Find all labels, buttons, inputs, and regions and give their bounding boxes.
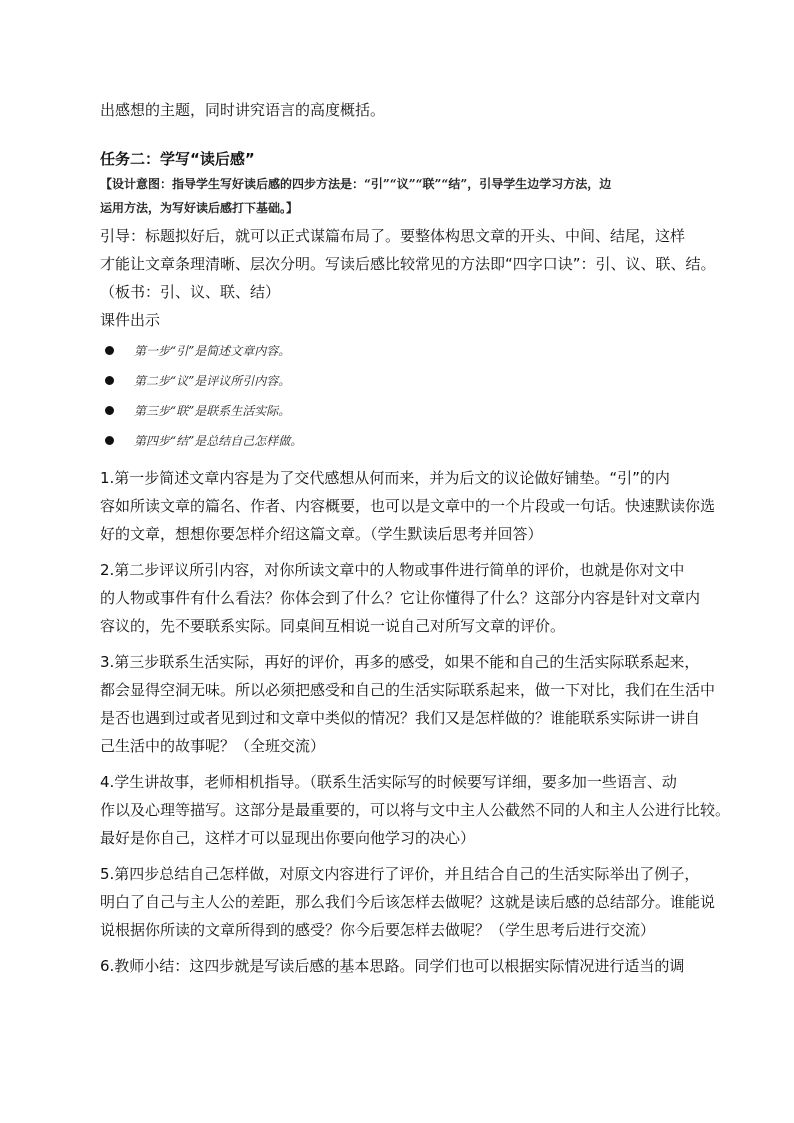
paragraph-line: 5.第四步总结自己怎样做，对原文内容进行了评价，并且结合自己的生活实际举出了例子， [100, 865, 700, 883]
paragraph-line: 1.第一步简述文章内容是为了交代感想从何而来，并为后文的议论做好铺垫。“引”的内 [100, 469, 670, 487]
bullet-text: 第四步“结”是总结自己怎样做。 [134, 434, 303, 448]
paragraph-line: 好的文章，想想你要怎样介绍这篇文章。（学生默读后思考并回答） [100, 525, 543, 543]
guide-paragraph [100, 222, 722, 306]
paragraph-line: 最好是你自己，这样才可以显现出你要向他学习的决心） [100, 829, 476, 847]
paragraph-line: 的人物或事件有什么看法？你体会到了什么？它让你懂得了什么？这部分内容是针对文章内 [100, 589, 701, 607]
bullet-dot-icon [105, 406, 114, 415]
paragraph-line: 6.教师小结：这四步就是写读后感的基本思路。同学们也可以根据实际情况进行适当的调 [100, 957, 685, 975]
paragraph-line: 3.第三步联系生活实际，再好的评价，再多的感受，如果不能和自己的生活实际联系起来， [100, 653, 700, 671]
step-paragraph-5 [100, 860, 722, 944]
design-note-line: 运用方法，为写好读后感打下基础。】 [100, 201, 299, 215]
guide-line: （板书：引、议、联、结） [100, 283, 281, 301]
design-note-line: 【设计意图：指导学生写好读后感的四步方法是：“引”“议”“联”“结”，引导学生边学习方法，边 [100, 177, 612, 191]
bullet-item [100, 366, 722, 396]
paragraph-line: 4.学生讲故事，老师相机指导。（联系生活实际写的时候要写详细，要多加一些语言、动 [100, 773, 677, 791]
step-paragraph-3 [100, 648, 722, 760]
paragraph-line: 己生活中的故事呢？（全班交流） [100, 737, 326, 755]
paragraph-line: 作以及心理等描写。这部分是最重要的，可以将与文中主人公截然不同的人和主人公进行比较。 [100, 801, 731, 819]
courseware-label: 课件出示 [100, 311, 161, 329]
design-note [100, 172, 722, 220]
paragraph-line: 2.第二步评议所引内容，对你所读文章中的人物或事件进行简单的评价，也就是你对文中 [100, 561, 685, 579]
step-paragraph-6 [100, 952, 722, 980]
step-bullet-list [100, 336, 722, 456]
intro-line: 出感想的主题，同时讲究语言的高度概括。 [100, 101, 386, 119]
paragraph-line: 容如所读文章的篇名、作者、内容概要，也可以是文章中的一个片段或一句话。快速默读你选 [100, 497, 716, 515]
paragraph-line: 容议的，先不要联系实际。同桌间互相说一说自己对所写文章的评价。 [100, 617, 566, 635]
step-paragraph-1 [100, 464, 722, 548]
step-paragraph-2 [100, 556, 722, 640]
document-page [100, 96, 731, 980]
task-heading: 任务二：学写“读后感” [100, 150, 255, 168]
paragraph-line: 是否也遇到过或者见到过和文章中类似的情况？我们又是怎样做的？谁能联系实际讲一讲自 [100, 709, 701, 727]
step-paragraph-4 [100, 768, 731, 852]
bullet-dot-icon [105, 346, 114, 355]
bullet-dot-icon [105, 376, 114, 385]
bullet-dot-icon [105, 436, 114, 445]
bullet-text: 第一步“引”是简述文章内容。 [134, 344, 291, 358]
guide-line: 才能让文章条理清晰、层次分明。写读后感比较常见的方法即“四字口诀”：引、议、联、结。 [100, 255, 716, 273]
paragraph-line: 说根据你所读的文章所得到的感受？你今后要怎样去做呢？（学生思考后进行交流） [100, 921, 656, 939]
paragraph-line: 都会显得空洞无味。所以必须把感受和自己的生活实际联系起来，做一下对比，我们在生活中 [100, 681, 716, 699]
bullet-text: 第三步“联”是联系生活实际。 [134, 404, 291, 418]
bullet-text: 第二步“议”是评议所引内容。 [134, 374, 291, 388]
paragraph-line: 明白了自己与主人公的差距，那么我们今后该怎样去做呢？这就是读后感的总结部分。谁能说 [100, 893, 716, 911]
bullet-item [100, 336, 722, 366]
guide-line: 引导：标题拟好后，就可以正式谋篇布局了。要整体构思文章的开头、中间、结尾，这样 [100, 227, 686, 245]
bullet-item [100, 396, 722, 426]
bullet-item [100, 426, 722, 456]
